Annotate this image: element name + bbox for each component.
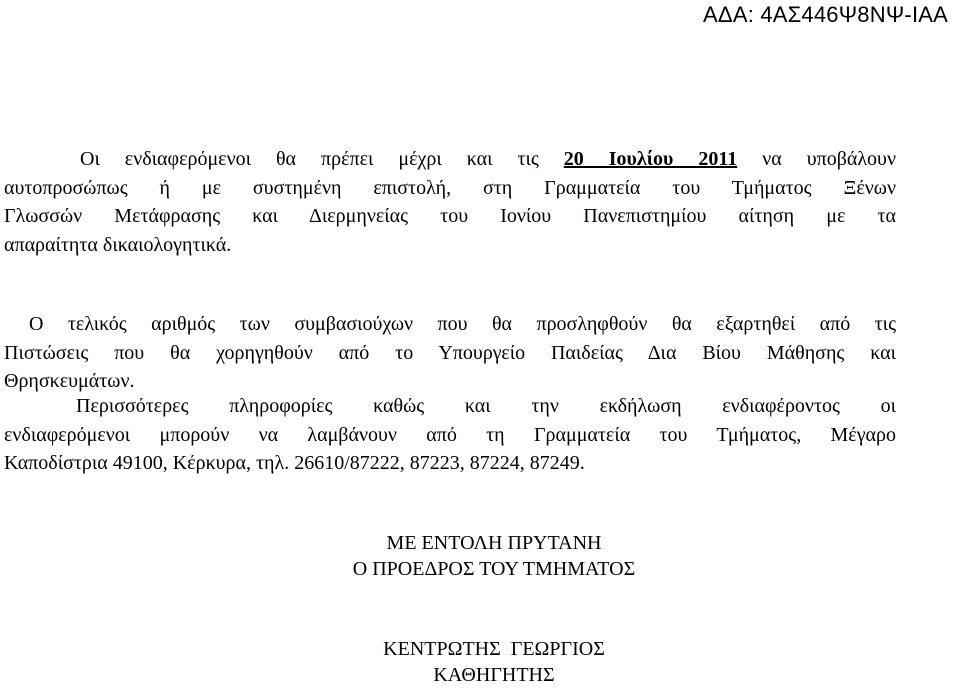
submission-paragraph	[4, 145, 896, 259]
submission-text-end: να υποβάλουν	[737, 148, 897, 170]
contractors-line-2: Πιστώσεις που θα χορηγηθούν από το Υπουργείο Παιδείας Δια Βίου Μάθησης και	[4, 341, 896, 364]
ada-code: ΑΔΑ: 4ΑΣ446Ψ8ΝΨ-ΙΑΑ	[703, 2, 948, 27]
submission-line-3: Γλωσσών Μετάφρασης και Διερμηνείας του Ιονίου Πανεπιστημίου αίτηση με τα	[4, 205, 896, 227]
signatory-title: ΚΑΘΗΓΗΤΗΣ	[433, 664, 555, 686]
contractors-paragraph	[4, 310, 896, 396]
submission-line-2: αυτοπροσώπως ή με συστημένη επιστολή, στη Γραμματεία του Τμήματος Ξένων	[4, 176, 896, 199]
deadline-date: 20 Ιουλίου 2011	[563, 148, 738, 170]
information-line-3: Καποδίστρια 49100, Κέρκυρα, τηλ. 26610/87222, 87223, 87224, 87249.	[4, 452, 585, 474]
submission-text-start: Οι ενδιαφερόμενοι θα πρέπει μέχρι και τις	[80, 148, 564, 170]
contractors-line-3: Θρησκευμάτων.	[4, 370, 135, 392]
information-paragraph	[4, 392, 896, 478]
president-role: Ο ΠΡΟΕΔΡΟΣ ΤΟΥ ΤΜΗΜΑΤΟΣ	[352, 558, 636, 580]
signatory	[0, 636, 960, 688]
signatory-name: ΚΕΝΤΡΩΤΗΣ ΓΕΩΡΓΙΟΣ	[383, 638, 605, 660]
submission-line-1	[4, 145, 896, 174]
information-line-2: ενδιαφερόμενοι μπορούν να λαμβάνουν από τη Γραμματεία του Τμήματος, Μέγαρο	[4, 423, 896, 446]
contractors-line-1: Ο τελικός αριθμός των συμβασιούχων που θα προσληφθούν θα εξαρτηθεί από τις	[29, 313, 896, 335]
signature-authority	[0, 530, 960, 582]
submission-line-4: απαραίτητα δικαιολογητικά.	[4, 233, 232, 256]
information-line-1: Περισσότερες πληροφορίες καθώς και την εκδήλωση ενδιαφέροντος οι	[76, 395, 896, 417]
order-line: ΜΕ ΕΝΤΟΛΗ ΠΡΥΤΑΝΗ	[386, 532, 602, 554]
